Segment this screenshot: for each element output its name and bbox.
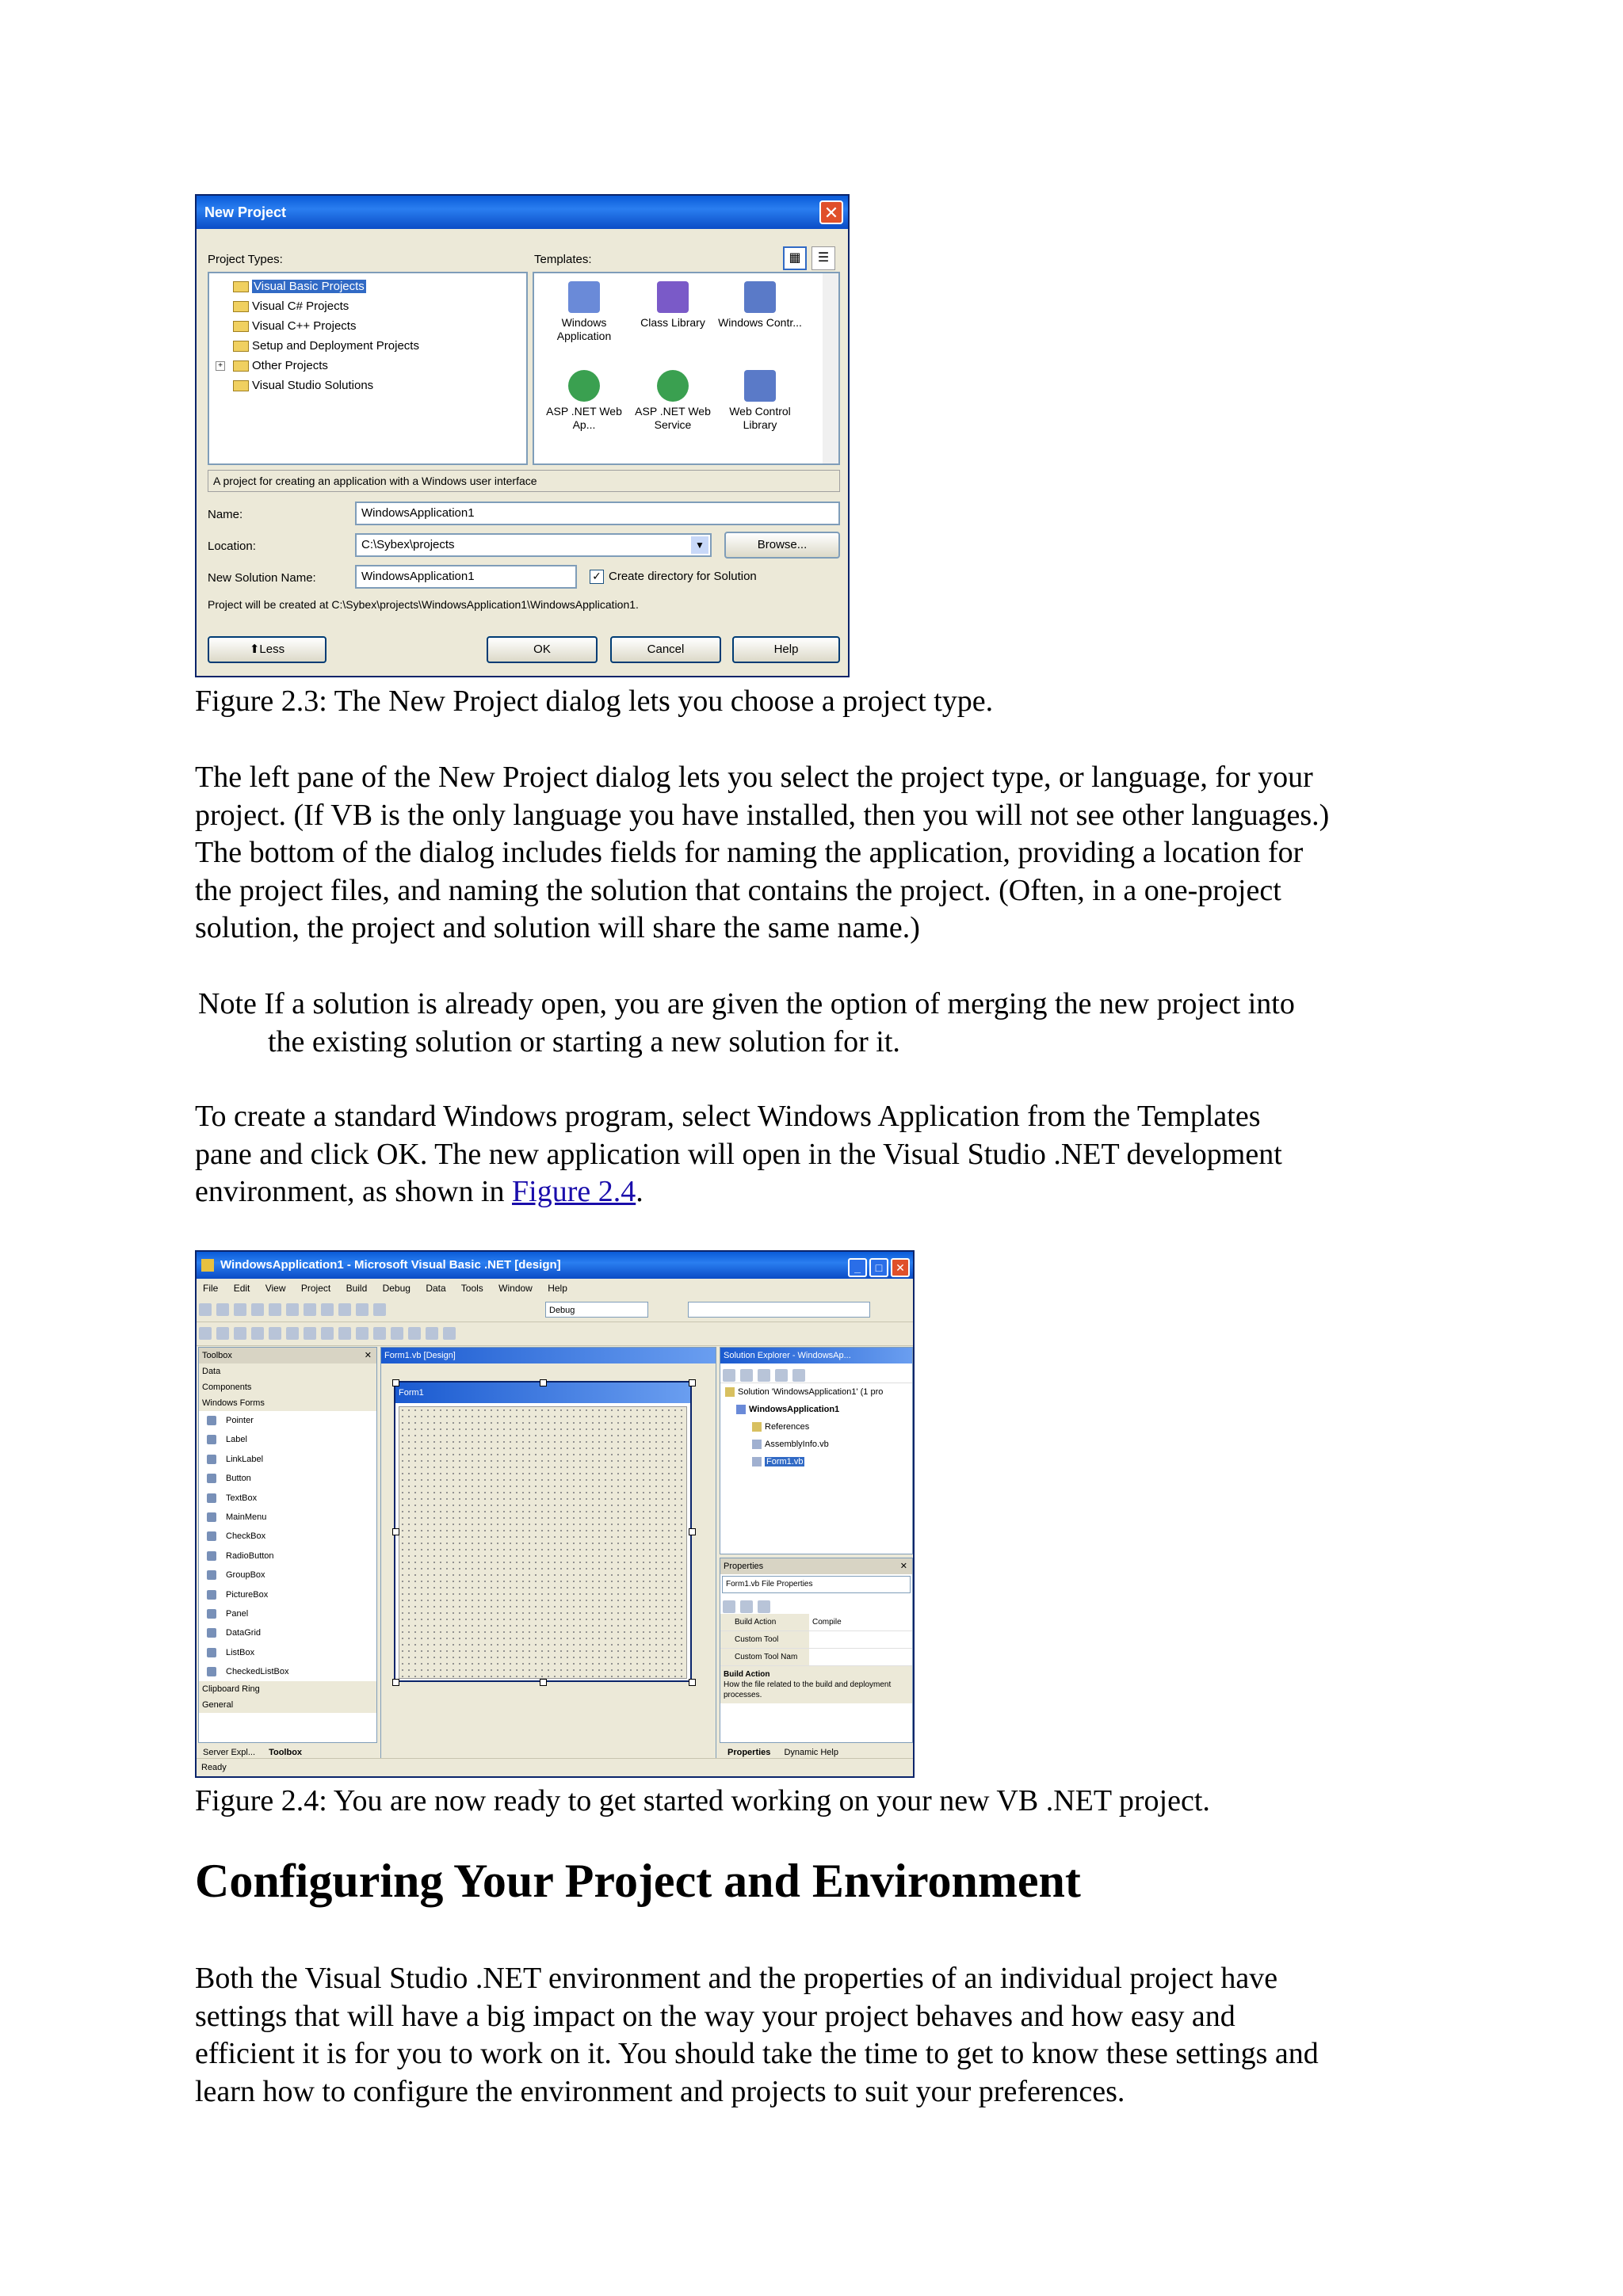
listbox-icon (207, 1648, 216, 1657)
globe-icon (568, 370, 600, 402)
toolbox-item[interactable]: LinkLabel (199, 1450, 376, 1469)
size-icon[interactable] (304, 1327, 316, 1340)
paste-icon[interactable] (321, 1303, 334, 1316)
menu-bar (197, 1279, 913, 1298)
align-icon[interactable] (234, 1327, 246, 1340)
new-project-icon[interactable] (199, 1303, 212, 1316)
menu-help[interactable]: Help (548, 1283, 567, 1294)
dialog-titlebar[interactable] (197, 196, 848, 229)
menu-build[interactable]: Build (346, 1283, 368, 1294)
solution-name-label: New Solution Name: (208, 571, 316, 585)
toolbox-tab-components[interactable]: Components (199, 1379, 376, 1395)
save-icon[interactable] (251, 1303, 264, 1316)
section-heading: Configuring Your Project and Environment (195, 1855, 1081, 1907)
vs-logo-icon (201, 1259, 214, 1272)
toolbox-item[interactable]: Button (199, 1469, 376, 1488)
standard-toolbar (197, 1298, 913, 1322)
menu-view[interactable]: View (265, 1283, 286, 1294)
layout-toolbar (197, 1322, 913, 1346)
solution-node[interactable]: Solution 'WindowsApplication1' (1 pro (720, 1383, 912, 1401)
checkbox-icon (207, 1531, 216, 1541)
linklabel-icon (207, 1455, 216, 1464)
chevron-down-icon[interactable]: ▼ (691, 536, 708, 554)
resize-handle[interactable] (392, 1379, 399, 1386)
note-line-1: Note If a solution is already open, you are given the option of merging the new project into (198, 987, 1295, 1020)
visual-studio-ide-window (195, 1250, 915, 1778)
new-project-dialog (195, 194, 850, 677)
solution-icon (725, 1387, 735, 1397)
spacing-icon[interactable] (391, 1327, 403, 1340)
template-windows-application[interactable]: Windows Application (540, 281, 628, 343)
open-icon[interactable] (234, 1303, 246, 1316)
note-line-2: the existing solution or starting a new solution for it. (268, 1024, 900, 1058)
copy-icon[interactable] (304, 1303, 316, 1316)
note-block (198, 986, 1450, 1061)
toolbox-item[interactable]: CheckBox (199, 1527, 376, 1546)
property-row[interactable]: Build Action Compile (720, 1614, 912, 1631)
add-item-icon[interactable] (216, 1303, 229, 1316)
toolbox-tab-data[interactable]: Data (199, 1363, 376, 1379)
find-combo[interactable] (688, 1302, 870, 1318)
folder-icon (233, 281, 249, 292)
pointer-icon (207, 1416, 216, 1425)
paragraph-configuring: Both the Visual Studio .NET environment and the properties of an individual project have settings that will have a big impact on the way your project behaves and how easy and efficient it is for you to work on it. You should take the time to get to know these settings and learn how to configure the environment and projects to suit your preferences. (195, 1962, 1319, 2108)
panel-icon (207, 1609, 216, 1619)
groupbox-icon (207, 1570, 216, 1580)
vb-file-icon (752, 1440, 762, 1449)
folder-icon (752, 1422, 762, 1432)
categorized-icon[interactable] (723, 1600, 735, 1613)
properties-panel (720, 1558, 913, 1743)
location-label: Location: (208, 540, 256, 553)
resize-handle[interactable] (392, 1679, 399, 1686)
templates-scrollbar[interactable] (823, 273, 838, 463)
datagrid-icon (207, 1628, 216, 1638)
spacing-icon[interactable] (356, 1327, 369, 1340)
properties-tab[interactable]: Properties (727, 1748, 771, 1757)
class-library-icon (657, 281, 689, 313)
template-aspnet-web-app[interactable]: ASP .NET Web Ap... (540, 370, 628, 432)
tree-item-setup-deployment[interactable]: Setup and Deployment Projects (209, 336, 526, 356)
tree-item-visual-csharp[interactable]: Visual C# Projects (209, 296, 526, 316)
show-all-files-icon[interactable] (775, 1369, 788, 1382)
designer-window (380, 1347, 716, 1762)
redo-icon[interactable] (356, 1303, 369, 1316)
form-file-icon (752, 1457, 762, 1466)
folder-icon (233, 360, 249, 372)
figure-2-4-caption: Figure 2.4: You are now ready to get started working on your new VB .NET project. (195, 1784, 1210, 1817)
solution-config-dropdown[interactable]: Debug (545, 1302, 648, 1318)
templates-pane[interactable] (533, 272, 840, 465)
ide-titlebar[interactable] (197, 1252, 913, 1279)
menu-edit[interactable]: Edit (233, 1283, 250, 1294)
textbox-icon (207, 1493, 216, 1503)
lock-icon[interactable] (443, 1327, 456, 1340)
tree-item-visual-basic[interactable]: Visual Basic Projects (209, 277, 526, 296)
less-button[interactable]: ⬆Less (208, 636, 327, 663)
cancel-button[interactable]: Cancel (610, 636, 721, 663)
menu-tools[interactable]: Tools (460, 1283, 483, 1294)
close-icon[interactable]: ✕ (364, 1351, 372, 1360)
windows-application-icon (568, 281, 600, 313)
toolbox-item[interactable]: GroupBox (199, 1566, 376, 1585)
view-designer-icon[interactable] (740, 1369, 753, 1382)
form1-design-surface[interactable] (399, 1406, 687, 1679)
paragraph-new-project-explanation: The left pane of the New Project dialog lets you select the project type, or language, for your project. (If VB is the only language you have installed, then you will not see other languages.) The bottom of the dialog includes fields for naming the application, providing a location for the project files, and naming the solution that contains the project. (Often, in a one-project solution, the project and solution will share the same name.) (195, 761, 1330, 944)
radiobutton-icon (207, 1551, 216, 1561)
toolbox-panel (198, 1347, 377, 1743)
alphabetical-icon[interactable] (740, 1600, 753, 1613)
figure-2-3-caption: Figure 2.3: The New Project dialog lets you choose a project type. (195, 685, 994, 718)
toolbox-item[interactable]: MainMenu (199, 1508, 376, 1527)
designer-header[interactable]: Form1.vb [Design] (381, 1348, 716, 1363)
checkedlistbox-icon (207, 1667, 216, 1676)
figure-2-4-link[interactable]: Figure 2.4 (512, 1175, 636, 1208)
solution-explorer-toolbar (720, 1363, 912, 1383)
location-input[interactable]: C:\Sybex\projects ▼ (355, 533, 712, 557)
name-input[interactable]: WindowsApplication1 (355, 502, 840, 525)
toolbox-header: Toolbox ✕ (199, 1348, 376, 1363)
picturebox-icon (207, 1590, 216, 1600)
project-icon (736, 1405, 746, 1414)
toolbox-item[interactable]: DataGrid (199, 1623, 376, 1642)
properties-object-dropdown[interactable]: Form1.vb File Properties (722, 1576, 911, 1593)
order-icon[interactable] (426, 1327, 438, 1340)
toolbox-item[interactable]: Pointer (199, 1411, 376, 1430)
dynamic-help-tab[interactable]: Dynamic Help (784, 1748, 838, 1757)
toolbox-tab[interactable]: Toolbox (269, 1748, 303, 1757)
property-row[interactable]: Custom Tool (720, 1631, 912, 1649)
tree-item-vs-solutions[interactable]: Visual Studio Solutions (209, 376, 526, 395)
properties-header: Properties ✕ (720, 1558, 912, 1574)
toolbox-tab-clipboard-ring[interactable]: Clipboard Ring (199, 1681, 376, 1697)
toolbox-item[interactable]: PictureBox (199, 1585, 376, 1604)
align-icon[interactable] (199, 1327, 212, 1340)
close-icon[interactable]: ✕ (891, 1258, 910, 1277)
close-icon[interactable]: ✕ (899, 1562, 907, 1571)
large-icons-view-icon[interactable]: ▦ (783, 246, 807, 270)
assemblyinfo-node[interactable]: AssemblyInfo.vb (720, 1436, 912, 1453)
tree-item-other-projects[interactable]: + Other Projects (209, 356, 526, 376)
align-icon[interactable] (251, 1327, 264, 1340)
template-windows-control[interactable]: Windows Contr... (716, 281, 804, 330)
list-view-icon[interactable]: ☰ (812, 246, 835, 270)
view-code-icon[interactable] (723, 1369, 735, 1382)
toolbox-tab-general[interactable]: General (199, 1697, 376, 1713)
property-pages-icon[interactable] (758, 1600, 770, 1613)
browse-button[interactable]: Browse... (724, 532, 840, 559)
form1-window[interactable] (394, 1381, 692, 1682)
menu-data[interactable]: Data (426, 1283, 446, 1294)
folder-icon (233, 321, 249, 332)
template-class-library[interactable]: Class Library (629, 281, 716, 330)
paragraph-create-windows-program: To create a standard Windows program, select Windows Application from the Templates pane and click OK. The new application will open in the Visual Studio .NET development environment, as shown in Figure 2.4. (195, 1100, 1282, 1208)
button-icon (207, 1474, 216, 1483)
form1-titlebar[interactable]: Form1 (395, 1383, 690, 1403)
toolbox-tab-windows-forms[interactable]: Windows Forms (199, 1395, 376, 1411)
start-icon[interactable] (373, 1303, 386, 1316)
template-web-control-library[interactable]: Web Control Library (716, 370, 804, 432)
mainmenu-icon (207, 1512, 216, 1522)
resize-handle[interactable] (540, 1679, 547, 1686)
ok-button[interactable]: OK (487, 636, 598, 663)
toolbox-item[interactable]: CheckedListBox (199, 1662, 376, 1681)
server-explorer-tab[interactable]: Server Expl... (203, 1748, 256, 1757)
order-icon[interactable] (408, 1327, 421, 1340)
globe-icon (657, 370, 689, 402)
project-types-label: Project Types: (208, 253, 283, 266)
close-icon[interactable]: ✕ (819, 200, 843, 224)
create-directory-checkbox[interactable]: ✓ (590, 570, 604, 584)
windows-control-icon (744, 281, 776, 313)
project-types-pane[interactable] (208, 272, 528, 465)
cut-icon[interactable] (286, 1303, 299, 1316)
align-icon[interactable] (286, 1327, 299, 1340)
toolbox-item[interactable]: RadioButton (199, 1547, 376, 1566)
toolbox-item[interactable]: Panel (199, 1604, 376, 1623)
web-control-icon (744, 370, 776, 402)
folder-icon (233, 380, 249, 391)
spacing-icon[interactable] (373, 1327, 386, 1340)
menu-project[interactable]: Project (300, 1283, 331, 1294)
solution-explorer-panel (720, 1347, 913, 1554)
tree-item-visual-cpp[interactable]: Visual C++ Projects (209, 316, 526, 336)
folder-icon (233, 301, 249, 312)
references-node[interactable]: References (720, 1418, 912, 1436)
property-row[interactable]: Custom Tool Nam (720, 1649, 912, 1666)
expand-plus-icon[interactable]: + (216, 361, 225, 371)
help-button[interactable]: Help (732, 636, 840, 663)
ide-title: WindowsApplication1 - Microsoft Visual Basic .NET [design] (220, 1258, 561, 1272)
templates-label: Templates: (534, 253, 592, 266)
size-icon[interactable] (321, 1327, 334, 1340)
resize-handle[interactable] (689, 1528, 696, 1535)
create-directory-label: Create directory for Solution (609, 570, 757, 583)
label-icon (207, 1435, 216, 1444)
name-label: Name: (208, 508, 243, 521)
template-aspnet-web-service[interactable]: ASP .NET Web Service (629, 370, 716, 432)
solution-name-input[interactable]: WindowsApplication1 (355, 565, 577, 589)
resize-handle[interactable] (689, 1679, 696, 1686)
template-description: A project for creating an application with a Windows user interface (208, 470, 840, 492)
resize-handle[interactable] (392, 1528, 399, 1535)
maximize-icon[interactable]: □ (869, 1258, 888, 1277)
menu-file[interactable]: File (203, 1283, 219, 1294)
align-icon[interactable] (216, 1327, 229, 1340)
properties-icon[interactable] (792, 1369, 805, 1382)
resize-handle[interactable] (540, 1379, 547, 1386)
solution-explorer-header[interactable]: Solution Explorer - WindowsAp... (720, 1348, 912, 1363)
property-description: Build Action How the file related to the build and deployment processes. (720, 1666, 912, 1703)
status-bar: Ready (197, 1758, 913, 1776)
resize-handle[interactable] (689, 1379, 696, 1386)
size-icon[interactable] (338, 1327, 351, 1340)
toolbox-item[interactable]: Label (199, 1430, 376, 1449)
save-all-icon[interactable] (269, 1303, 281, 1316)
menu-window[interactable]: Window (498, 1283, 533, 1294)
folder-icon (233, 341, 249, 352)
project-node[interactable]: WindowsApplication1 (720, 1401, 912, 1418)
minimize-icon[interactable]: _ (848, 1258, 867, 1277)
refresh-icon[interactable] (758, 1369, 770, 1382)
toolbox-item[interactable]: ListBox (199, 1643, 376, 1662)
form1-node[interactable]: Form1.vb (720, 1453, 912, 1470)
align-icon[interactable] (269, 1327, 281, 1340)
created-at-text: Project will be created at C:\Sybex\projects\WindowsApplication1\WindowsApplication1. (208, 598, 639, 611)
menu-debug[interactable]: Debug (382, 1283, 411, 1294)
dialog-title: New Project (204, 204, 287, 220)
properties-toolbar (720, 1595, 912, 1614)
toolbox-item[interactable]: TextBox (199, 1489, 376, 1508)
undo-icon[interactable] (338, 1303, 351, 1316)
